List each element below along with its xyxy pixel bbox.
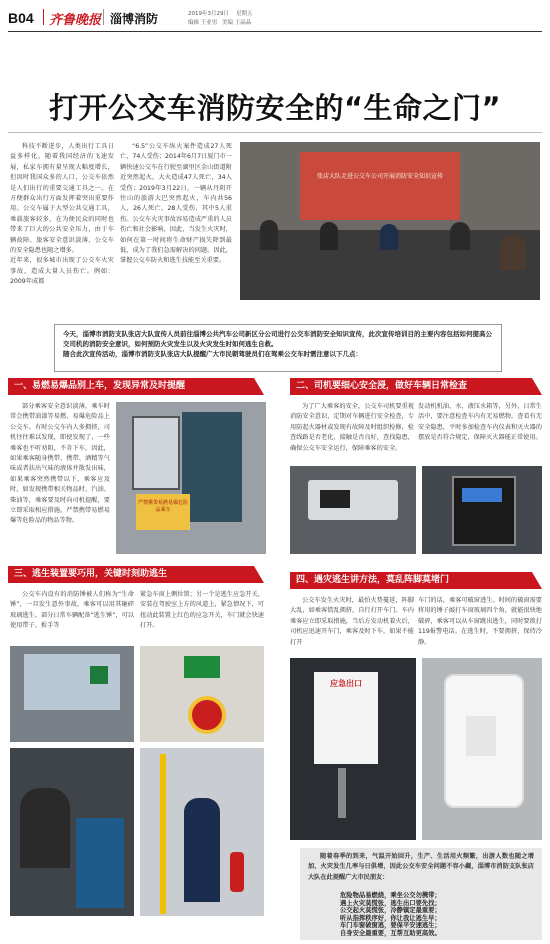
- bus-door: [132, 416, 180, 490]
- display-panel: [320, 490, 350, 508]
- section-4-body-left: 公交车发生火灾时，最怕火势蔓延，阵脚大乱，如乘客慌乱拥挤，自行打开车门。车内乘客应立即采取措施，当后方发动机着火后，司机应迅速开车门，乘客及时下车，如果不能打开: [290, 597, 414, 646]
- verse-line: 危险物品易燃烧，乘坐公交勿携带；: [340, 892, 441, 899]
- person-1: [260, 220, 278, 250]
- handrail: [160, 754, 166, 914]
- emergency-exit-label: 应急出口: [330, 679, 362, 688]
- firefighter: [20, 788, 70, 868]
- section-3-title: 三、逃生装置要巧用，关键时刻助逃生: [8, 566, 264, 583]
- control-screen: [462, 488, 502, 502]
- designer-credit: 美编 王晶晶: [222, 20, 252, 26]
- bus-window: [182, 412, 242, 522]
- emergency-label: [184, 656, 220, 678]
- verse-line: 车门车窗破窗逃，要保平安速逃生；: [340, 922, 441, 930]
- issue-date: 2019年3月29日: [188, 11, 229, 17]
- warning-sign-text: 严禁携带易燃易爆危险品乘车: [138, 500, 189, 513]
- closing-body: 随着春季的到来，气温开始回升，生产、生活用火频繁，出游人数也随之增加，火灾发生几率与日俱增，因此公交车安全问题不容小觑，淄博市消防支队张店大队在此提醒广大市民朋友：: [308, 853, 534, 881]
- masthead-divider: [43, 9, 44, 25]
- section-2-body-right: 发动机机油、水，液压水箱等，另外，日常生活中，要注意检查车内有无易燃物，查看有无安全隐患，平时多加检查车内仪表和灭火器的摆放是否符合规定，保障灭火器能正常使用。: [418, 403, 542, 442]
- section-3-body-right: 紧急车窗上侧位置；另一个是逃生应急开关，安装在驾驶室上方的风道上，紧急情况下，可扭动此装置上红色的应急开关，车门就会快速打开。: [140, 591, 264, 630]
- hatch-vent-icon: [466, 716, 496, 756]
- closing-verse: [340, 892, 520, 938]
- section-2-photo-right: [422, 466, 542, 554]
- masthead: [8, 6, 542, 32]
- section-1-photo: [116, 402, 266, 554]
- person-4: [450, 222, 470, 250]
- verse-line: 自身安全最重要，互帮互助更高效。: [340, 929, 441, 937]
- masthead-rule: [8, 31, 542, 32]
- section-2-title: 二、司机要细心安全浸，做好车辆日常检查: [290, 378, 542, 395]
- verse-line: 公交起火莫慌张，冷静镇定最重要；: [340, 907, 441, 915]
- section-4-photo-left: [290, 658, 416, 840]
- banner-text: 张店大队走进公交车公司开展消防安全知识宣传: [316, 173, 443, 180]
- section-1-body: 部分乘客安全意识淡薄，乘车时常会携带油漆等易燃、易爆危险品上公交车。有时公交车内人多拥挤，司机往往难以发现，即使发现了，一些乘客也不听劝阻，不肯下车，因此，如果乘客随身携带、携带、酒精等气味或者扶出气味的液体并散发出味，如果乘客突然携带以下、乘客应及时，如发现携带相关物品时、汽油、柴油等，乘客要及时向司机提醒，要立即采取相应措施。严禁携带易燃易爆等危险品的物品等物。: [10, 403, 110, 525]
- masthead-divider-2: [103, 9, 104, 25]
- headline-rule: [8, 132, 542, 133]
- section-3-body-left: 公交车内设有的消防锤被人们称为“生命锤”，一旦发生意外事故，乘客可以用其砸碎玻璃逃生。部分日常车辆配备“逃生锤”，可以使用带子、扳手等: [10, 591, 134, 630]
- section-2-photo-left: [290, 466, 416, 554]
- lead-column-2: “6.5”公交车纵火案件造成27人死亡，74人受伤；2014年6月7日厦门市一辆快速公交车在行驶至湖里区金山街道附近突然起火，大火造成47人死亡，34人受伤；2019年3月22日，一辆从丹阴开往山的旅游大巴突然起火，车内共56人，26人死亡，28人受伤，其中5人重伤。公交车火灾事故容易造成严重的人员伤亡和社会影响，因此，当发生火灾时，如何在第一时间将生命财产损失降到最低，成为了我们急需解决的问题。因此，掌握公交车防火和逃生技能至关重要。: [120, 143, 232, 265]
- paper-name: 齐鲁晚报: [49, 13, 102, 28]
- section-3-photo-2: [140, 646, 264, 742]
- exit-sign-icon: [90, 666, 108, 684]
- banner-screen: [300, 152, 460, 220]
- emergency-switch-icon: [188, 696, 226, 734]
- section-3-photo-1: [10, 646, 134, 742]
- page-number: B04: [8, 10, 34, 26]
- bus-seats: [76, 818, 124, 908]
- section-1-title: 一、易燃易爆品别上车，发现异常及时提醒: [8, 378, 264, 395]
- lead-column-1: 科技不断进步，人类出行工具日益多样化，随着我国经济的飞速发展，私家车拥有量呈现大幅度增长，但因时我国众多的人口，公交车依然是人们出行的重要交通工具之一。在方便群众出行方面发挥着突出重要作用。公交车属于大型公共交通工具，乘载旅客较多，在为便民众的同时也带来了巨大的公共安全压力，由于车辆故障、旅客安全意识淡薄、公交车的安全隐患也随之增多。 近年来，很多城市出现了公交车火灾事故，造成大量人员伤亡。例如：2009年成都: [10, 143, 114, 286]
- section-4-body-right: 车门的话，乘客可破窗逃生。时间的破窗需要将用的锤子敲打车窗玻璃四个角，就能很快地破碎，乘客可以从车窗跳出逃生，同时要拨打119报警电话。在逃生时，不要拥挤，保持冷静。: [418, 597, 542, 646]
- intro-box: 今天，淄博市消防支队张店大队宣传人员前往淄博公共汽车公司新区分公司进行公交车消防安全知识宣传，此次宣传培训目的主要内容包括如何提高公交司机的消防安全意识，如何预防火灾发生以及火灾发生时如何逃生自救。 随合此次宣传活动，淄博市消防支队张店大队提醒广大市民朝驾驶员们在驾乘公交车时需注意以下几点：: [54, 324, 502, 372]
- firefighter-standing: [184, 798, 220, 902]
- person-3: [380, 224, 398, 250]
- verse-line: 听从指挥秩序好，你让我让逃生早；: [340, 914, 441, 922]
- section-3-photo-3: [10, 748, 134, 916]
- closing-box: [300, 848, 542, 940]
- section-name: 淄博消防: [110, 12, 159, 26]
- section-4-photo-right: [422, 658, 542, 840]
- headline: 打开公交车消防安全的“生命之门”: [48, 91, 502, 125]
- hammer-handle: [338, 768, 346, 818]
- control-box: [452, 476, 516, 546]
- verse-line: 遇上火灾莫慌张，逃生出口要先找；: [340, 899, 441, 907]
- weekday: 星期五: [236, 11, 253, 17]
- person-2: [320, 222, 338, 250]
- fire-extinguisher-icon: [230, 852, 244, 892]
- person-5: [500, 234, 526, 270]
- editor-credit: 编辑 王亚男: [188, 20, 218, 26]
- training-photo: [240, 142, 540, 300]
- section-4-title: 四、遇灾逃生讲方法，莫乱阵脚莫堵门: [290, 572, 542, 589]
- section-3-photo-4: [140, 748, 264, 916]
- section-2-body-left: 为了广大乘客的安全，公交车司机要重视消防安全意识，定期对车辆进行安全检查，专用防起火器材或发现有故障及时组织检修，检查线路是否老化、接触是否良好，查找隐患，确保公交车安全运行，保障乘客的安全。: [290, 403, 414, 452]
